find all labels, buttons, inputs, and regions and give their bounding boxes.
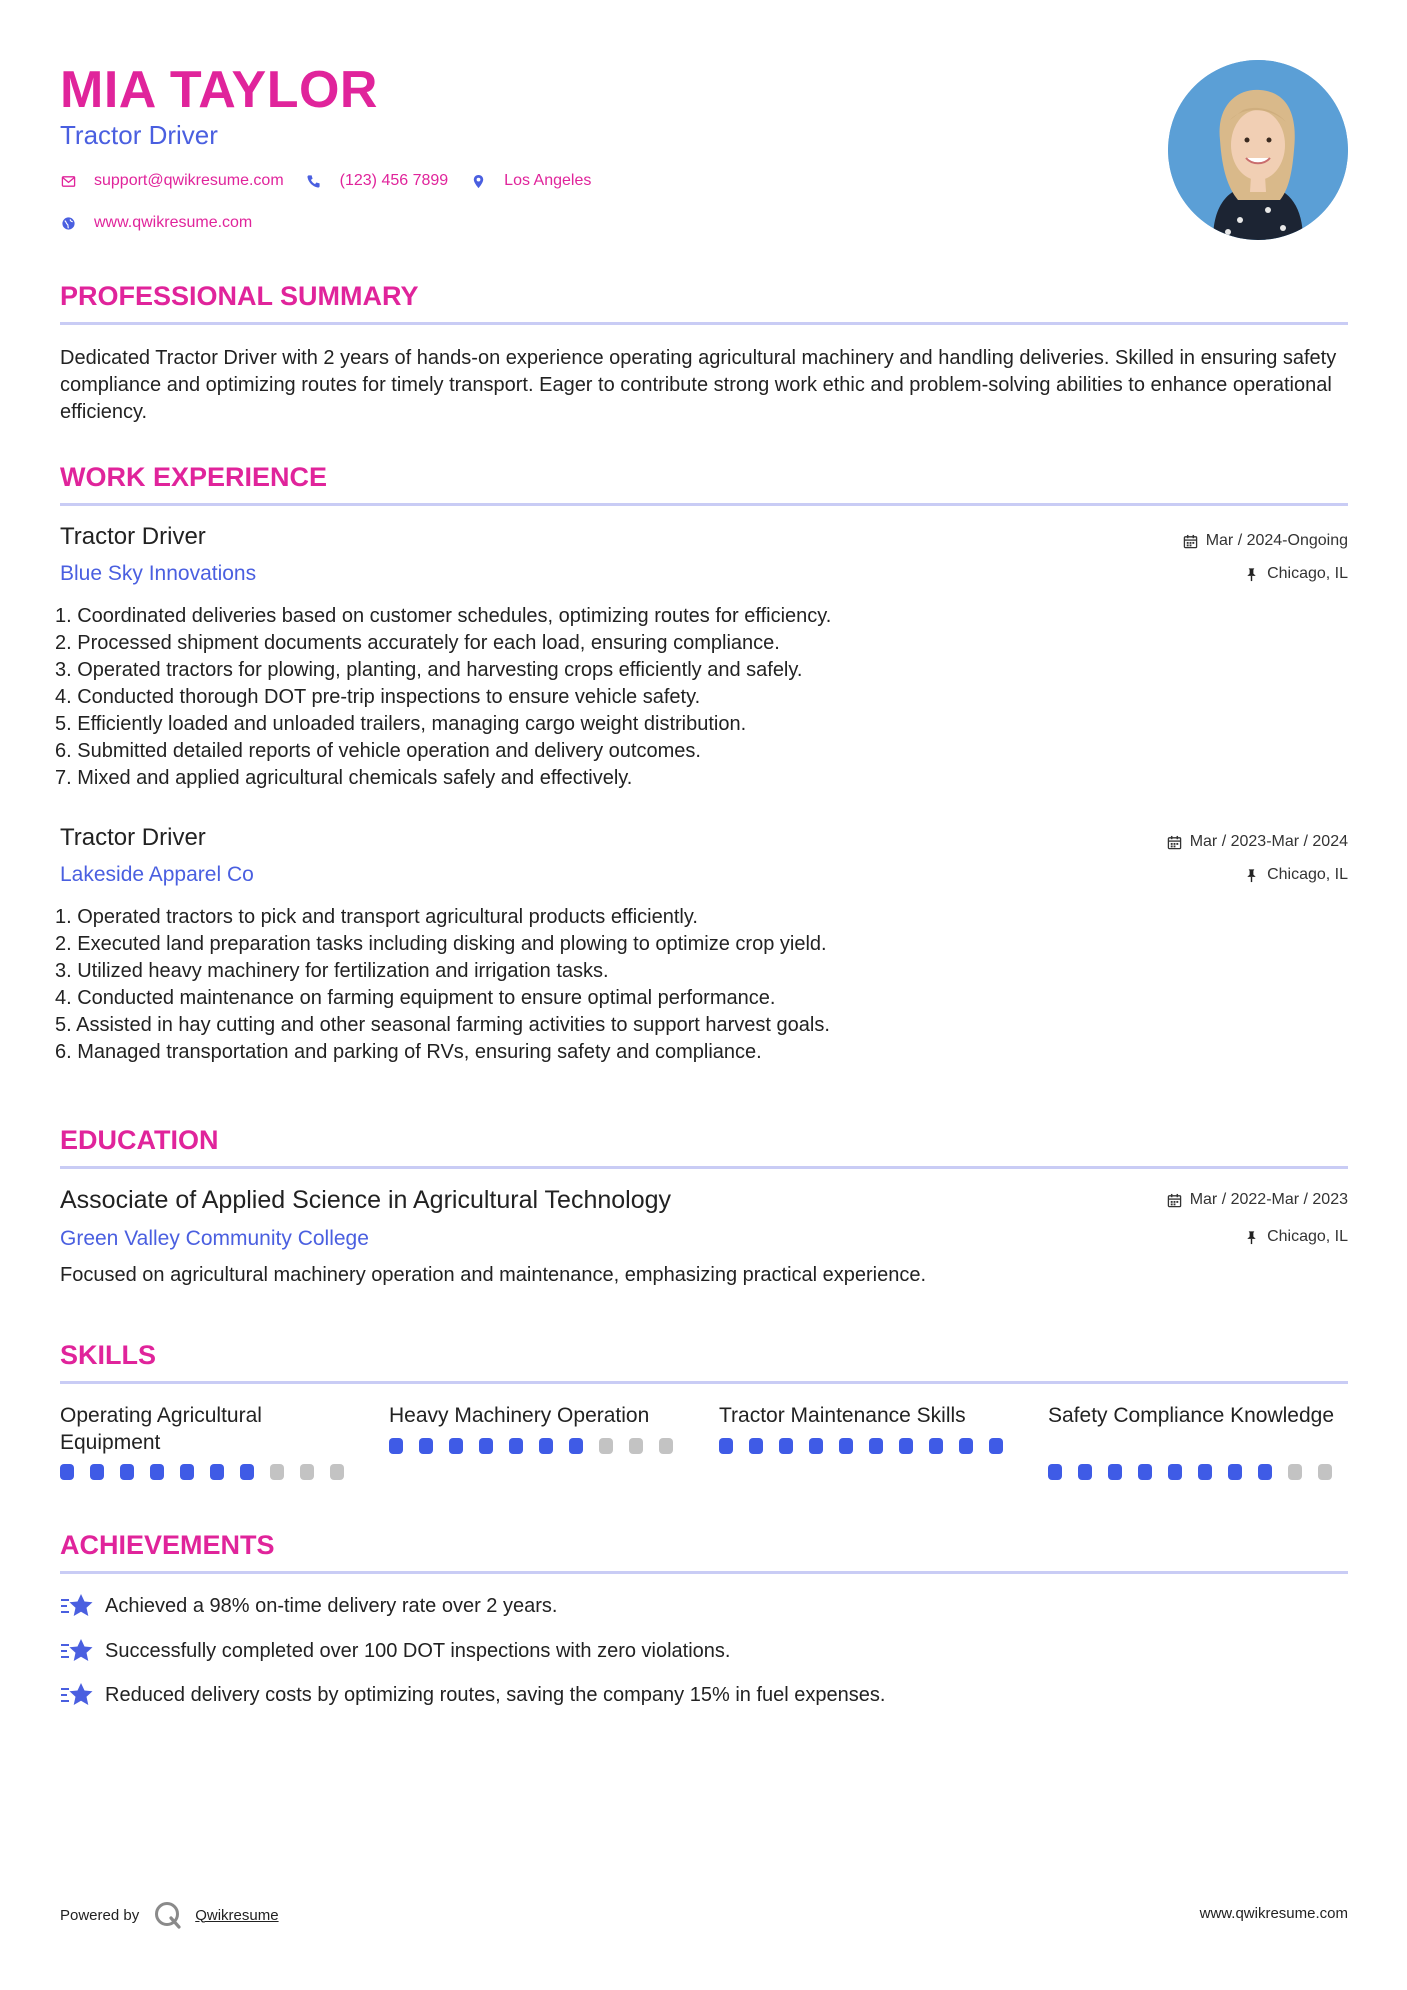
section-divider bbox=[60, 322, 1348, 325]
qwikresume-logo-icon bbox=[153, 1900, 183, 1930]
contact-row bbox=[60, 172, 613, 190]
education-dates bbox=[1167, 1191, 1348, 1209]
rating-dot-filled bbox=[120, 1464, 134, 1480]
pushpin-icon bbox=[1244, 868, 1259, 883]
skill-rating bbox=[60, 1464, 360, 1480]
candidate-role: Tractor Driver bbox=[60, 120, 218, 150]
skill-item bbox=[60, 1402, 360, 1480]
rating-dot-empty bbox=[1318, 1464, 1332, 1480]
pushpin-icon bbox=[1244, 567, 1259, 582]
skill-name: Heavy Machinery Operation bbox=[389, 1404, 650, 1427]
rating-dot-filled bbox=[1168, 1464, 1182, 1480]
globe-icon bbox=[60, 215, 76, 231]
rating-dot-filled bbox=[779, 1438, 793, 1454]
job-dates bbox=[1183, 532, 1348, 550]
degree-title: Associate of Applied Science in Agricultural Technology bbox=[60, 1186, 672, 1214]
list-item: 2. Processed shipment documents accurately for each load, ensuring compliance. bbox=[55, 632, 780, 654]
education-location-text: Chicago, IL bbox=[1267, 1228, 1348, 1245]
map-pin-icon bbox=[470, 173, 486, 189]
calendar-icon bbox=[1183, 534, 1198, 549]
contact-phone[interactable] bbox=[306, 172, 449, 190]
location-text: Los Angeles bbox=[504, 172, 592, 189]
footer-website[interactable]: www.qwikresume.com bbox=[1199, 1905, 1348, 1922]
brand-link[interactable]: Qwikresume bbox=[195, 1906, 279, 1924]
rating-dot-filled bbox=[869, 1438, 883, 1454]
rating-dot-empty bbox=[659, 1438, 673, 1454]
rating-dot-filled bbox=[449, 1438, 463, 1454]
avatar bbox=[1168, 60, 1348, 240]
list-item: 1. Coordinated deliveries based on customer schedules, optimizing routes for efficiency. bbox=[55, 605, 832, 627]
section-title-skills: SKILLS bbox=[60, 1340, 157, 1370]
rating-dot-filled bbox=[809, 1438, 823, 1454]
rating-dot-filled bbox=[180, 1464, 194, 1480]
rating-dot-filled bbox=[929, 1438, 943, 1454]
education-dates-text: Mar / 2022-Mar / 2023 bbox=[1189, 1191, 1348, 1208]
achievement-text: Reduced delivery costs by optimizing routes, saving the company 15% in fuel expenses. bbox=[105, 1683, 886, 1706]
job-location bbox=[1244, 565, 1348, 583]
candidate-name: MIA TAYLOR bbox=[60, 61, 378, 119]
rating-dot-filled bbox=[240, 1464, 254, 1480]
rating-dot-filled bbox=[569, 1438, 583, 1454]
job-title: Tractor Driver bbox=[60, 523, 206, 550]
skill-name: Safety Compliance Knowledge bbox=[1048, 1404, 1335, 1427]
job-title: Tractor Driver bbox=[60, 824, 206, 851]
skill-item bbox=[1048, 1402, 1348, 1480]
rating-dot-filled bbox=[150, 1464, 164, 1480]
job-company: Lakeside Apparel Co bbox=[60, 863, 254, 886]
rating-dot-empty bbox=[599, 1438, 613, 1454]
list-item: 3. Operated tractors for plowing, planting, and harvesting crops efficiently and safely. bbox=[55, 659, 803, 681]
rating-dot-filled bbox=[1108, 1464, 1122, 1480]
phone-text: (123) 456 7899 bbox=[339, 172, 449, 189]
pushpin-icon bbox=[1244, 1230, 1259, 1245]
rating-dot-filled bbox=[899, 1438, 913, 1454]
list-item: 4. Conducted thorough DOT pre-trip inspections to ensure vehicle safety. bbox=[55, 686, 701, 708]
powered-by-label: Powered by bbox=[60, 1906, 140, 1924]
contact-location bbox=[470, 172, 591, 190]
skill-item bbox=[719, 1402, 1019, 1454]
rating-dot-filled bbox=[1258, 1464, 1272, 1480]
rating-dot-filled bbox=[719, 1438, 733, 1454]
rating-dot-filled bbox=[90, 1464, 104, 1480]
job-dates-text: Mar / 2023-Mar / 2024 bbox=[1189, 833, 1348, 850]
rating-dot-empty bbox=[629, 1438, 643, 1454]
contact-row bbox=[60, 214, 274, 232]
rating-dot-filled bbox=[539, 1438, 553, 1454]
achievement-item bbox=[60, 1680, 885, 1710]
skill-rating bbox=[719, 1438, 1019, 1454]
job-location-text: Chicago, IL bbox=[1267, 565, 1348, 582]
rating-dot-filled bbox=[479, 1438, 493, 1454]
achievement-text: Achieved a 98% on-time delivery rate over 2 years. bbox=[105, 1594, 558, 1617]
skill-name: Operating Agricultural Equipment bbox=[60, 1404, 262, 1454]
phone-icon bbox=[306, 173, 322, 189]
star-icon bbox=[60, 1636, 94, 1666]
job-bullets bbox=[55, 603, 1345, 792]
star-icon bbox=[60, 1680, 94, 1710]
school-name: Green Valley Community College bbox=[60, 1227, 369, 1250]
section-title-summary: PROFESSIONAL SUMMARY bbox=[60, 281, 419, 311]
rating-dot-filled bbox=[419, 1438, 433, 1454]
skill-item bbox=[389, 1402, 689, 1454]
summary-text: Dedicated Tractor Driver with 2 years of hands-on experience operating agricultural machinery and handling deliveries. Skilled in ensuring safety compliance and optimizing routes for timely transport. Eager to contribute strong work ethic and problem-solving abilities to enhance operational efficiency. bbox=[60, 347, 1337, 423]
star-icon bbox=[60, 1591, 94, 1621]
rating-dot-filled bbox=[1198, 1464, 1212, 1480]
rating-dot-filled bbox=[1228, 1464, 1242, 1480]
list-item: 6. Managed transportation and parking of RVs, ensuring safety and compliance. bbox=[55, 1041, 762, 1063]
contact-website[interactable] bbox=[60, 214, 252, 232]
section-title-education: EDUCATION bbox=[60, 1125, 219, 1155]
section-title-achievements: ACHIEVEMENTS bbox=[60, 1530, 275, 1560]
email-text: support@qwikresume.com bbox=[94, 172, 284, 189]
rating-dot-filled bbox=[989, 1438, 1003, 1454]
rating-dot-filled bbox=[60, 1464, 74, 1480]
rating-dot-filled bbox=[959, 1438, 973, 1454]
rating-dot-filled bbox=[1078, 1464, 1092, 1480]
rating-dot-filled bbox=[509, 1438, 523, 1454]
section-title-experience: WORK EXPERIENCE bbox=[60, 462, 328, 492]
section-divider bbox=[60, 1571, 1348, 1574]
rating-dot-empty bbox=[1288, 1464, 1302, 1480]
achievement-item bbox=[60, 1636, 730, 1666]
list-item: 5. Efficiently loaded and unloaded trailers, managing cargo weight distribution. bbox=[55, 713, 747, 735]
rating-dot-filled bbox=[1138, 1464, 1152, 1480]
job-location bbox=[1244, 866, 1348, 884]
rating-dot-filled bbox=[749, 1438, 763, 1454]
list-item: 7. Mixed and applied agricultural chemicals safely and effectively. bbox=[55, 767, 633, 789]
education-description: Focused on agricultural machinery operation and maintenance, emphasizing practical experience. bbox=[60, 1264, 927, 1286]
section-divider bbox=[60, 503, 1348, 506]
rating-dot-empty bbox=[300, 1464, 314, 1480]
section-divider bbox=[60, 1381, 1348, 1384]
list-item: 4. Conducted maintenance on farming equipment to ensure optimal performance. bbox=[55, 987, 776, 1009]
list-item: 6. Submitted detailed reports of vehicle operation and delivery outcomes. bbox=[55, 740, 701, 762]
list-item: 5. Assisted in hay cutting and other seasonal farming activities to support harvest goals. bbox=[55, 1014, 830, 1036]
footer-powered-by bbox=[60, 1900, 279, 1930]
rating-dot-filled bbox=[839, 1438, 853, 1454]
list-item: 3. Utilized heavy machinery for fertilization and irrigation tasks. bbox=[55, 960, 609, 982]
skill-name: Tractor Maintenance Skills bbox=[719, 1404, 966, 1427]
job-dates-text: Mar / 2024-Ongoing bbox=[1205, 532, 1348, 549]
skill-rating bbox=[1048, 1464, 1348, 1480]
achievement-item bbox=[60, 1591, 557, 1621]
rating-dot-empty bbox=[270, 1464, 284, 1480]
job-company: Blue Sky Innovations bbox=[60, 562, 257, 585]
list-item: 2. Executed land preparation tasks including disking and plowing to optimize crop yield. bbox=[55, 933, 827, 955]
section-divider bbox=[60, 1166, 1348, 1169]
website-text: www.qwikresume.com bbox=[94, 214, 253, 231]
calendar-icon bbox=[1167, 1193, 1182, 1208]
list-item: 1. Operated tractors to pick and transport agricultural products efficiently. bbox=[55, 906, 698, 928]
rating-dot-empty bbox=[330, 1464, 344, 1480]
contact-email[interactable] bbox=[60, 172, 284, 190]
rating-dot-filled bbox=[389, 1438, 403, 1454]
job-location-text: Chicago, IL bbox=[1267, 866, 1348, 883]
education-location bbox=[1244, 1228, 1348, 1246]
rating-dot-filled bbox=[1048, 1464, 1062, 1480]
calendar-icon bbox=[1167, 835, 1182, 850]
rating-dot-filled bbox=[210, 1464, 224, 1480]
job-dates bbox=[1167, 833, 1348, 851]
skill-rating bbox=[389, 1438, 689, 1454]
achievement-text: Successfully completed over 100 DOT inspections with zero violations. bbox=[105, 1639, 731, 1662]
envelope-icon bbox=[60, 173, 76, 189]
job-bullets bbox=[55, 904, 1345, 1066]
